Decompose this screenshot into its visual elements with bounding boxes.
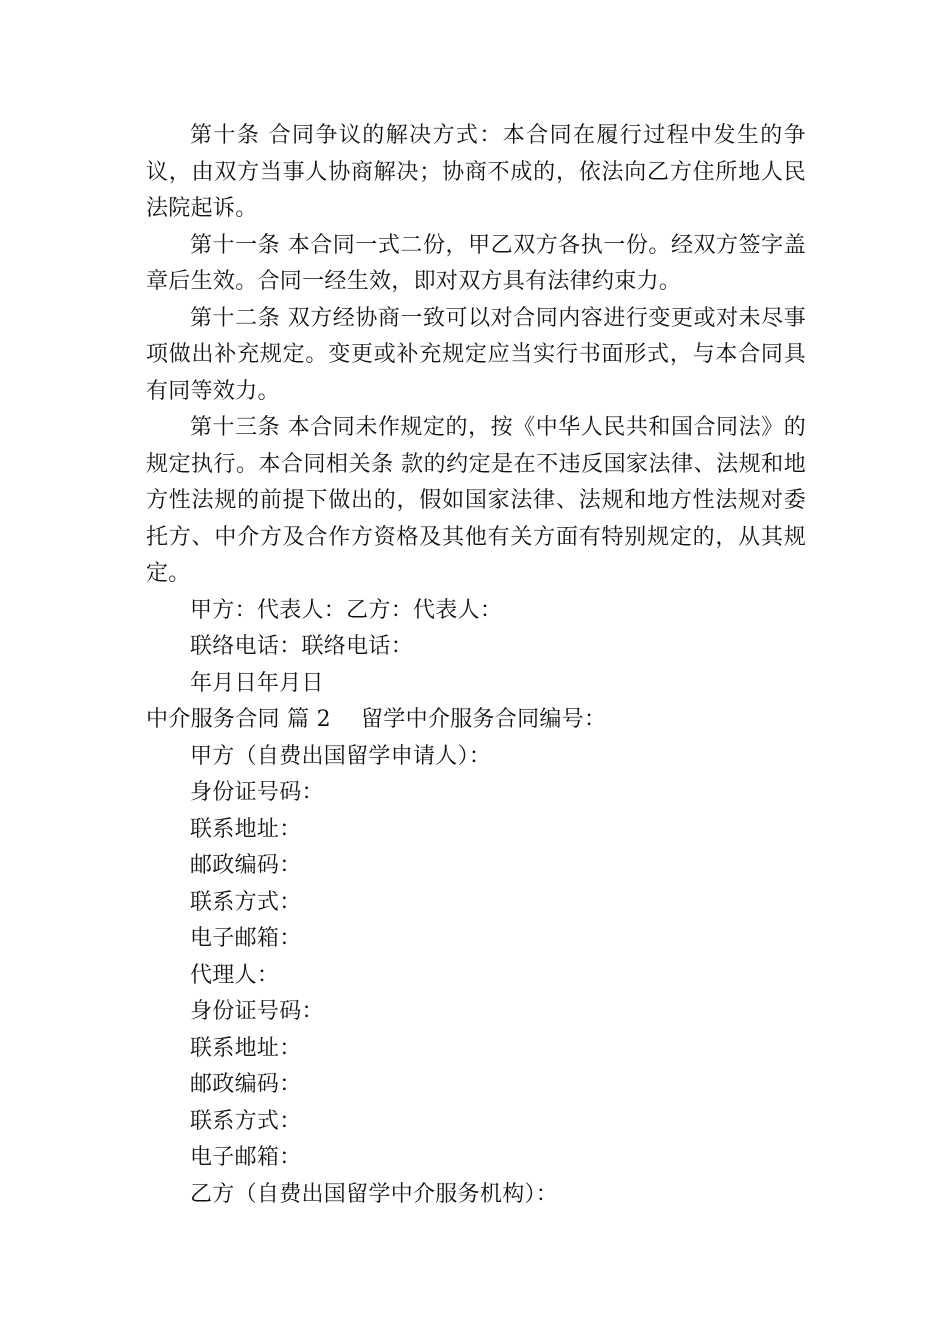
- agent-contact: 联系方式：: [190, 1108, 302, 1134]
- contract-number-label: 留学中介服务合同编号：: [360, 707, 607, 732]
- party-a-label: 甲方（自费出国留学申请人）：: [190, 743, 492, 769]
- agent-id-number: 身份证号码：: [190, 999, 324, 1024]
- signature-date-line: 年月日年月日: [190, 670, 324, 696]
- section-heading: [146, 702, 806, 739]
- article-13: 第十三条 本合同未作规定的，按《中华人民共和国合同法》的规定执行。本合同相关条 款的约定是在不违反国家法律、法规和地方性法规的前提下做出的，假如国家法律、法规和地方性法规对委托方、中介方及合作方资格及其他有关方面有特别规定的，从其规定。: [146, 415, 806, 586]
- article-12: 第十二条 双方经协商一致可以对合同内容进行变更或对未尽事项做出补充规定。变更或补充规定应当实行书面形式，与本合同具有同等效力。: [146, 305, 806, 404]
- document-body: [146, 118, 806, 1213]
- party-a-postal-code: 邮政编码：: [190, 853, 302, 878]
- party-a-id-number: 身份证号码：: [190, 780, 324, 805]
- party-a-contact: 联系方式：: [190, 889, 302, 915]
- signature-phone-line: 联络电话：联络电话：: [190, 634, 414, 659]
- agent-postal-code: 邮政编码：: [190, 1072, 302, 1097]
- agent-address: 联系地址：: [190, 1035, 302, 1061]
- party-b-label: 乙方（自费出国留学中介服务机构）：: [190, 1181, 559, 1207]
- agent-email: 电子邮箱：: [190, 1145, 302, 1170]
- party-a-address: 联系地址：: [190, 816, 302, 842]
- section-title: 中介服务合同 篇 2: [146, 707, 331, 732]
- party-a-email: 电子邮箱：: [190, 926, 302, 951]
- article-11: 第十一条 本合同一式二份，甲乙双方各执一份。经双方签字盖章后生效。合同一经生效，即对双方具有法律约束力。: [146, 232, 806, 294]
- article-10: 第十条 合同争议的解决方式：本合同在履行过程中发生的争议，由双方当事人协商解决；协商不成的，依法向乙方住所地人民法院起诉。: [146, 123, 806, 221]
- agent-label: 代理人：: [190, 962, 280, 988]
- signature-party-line: 甲方：代表人：乙方：代表人：: [190, 597, 503, 623]
